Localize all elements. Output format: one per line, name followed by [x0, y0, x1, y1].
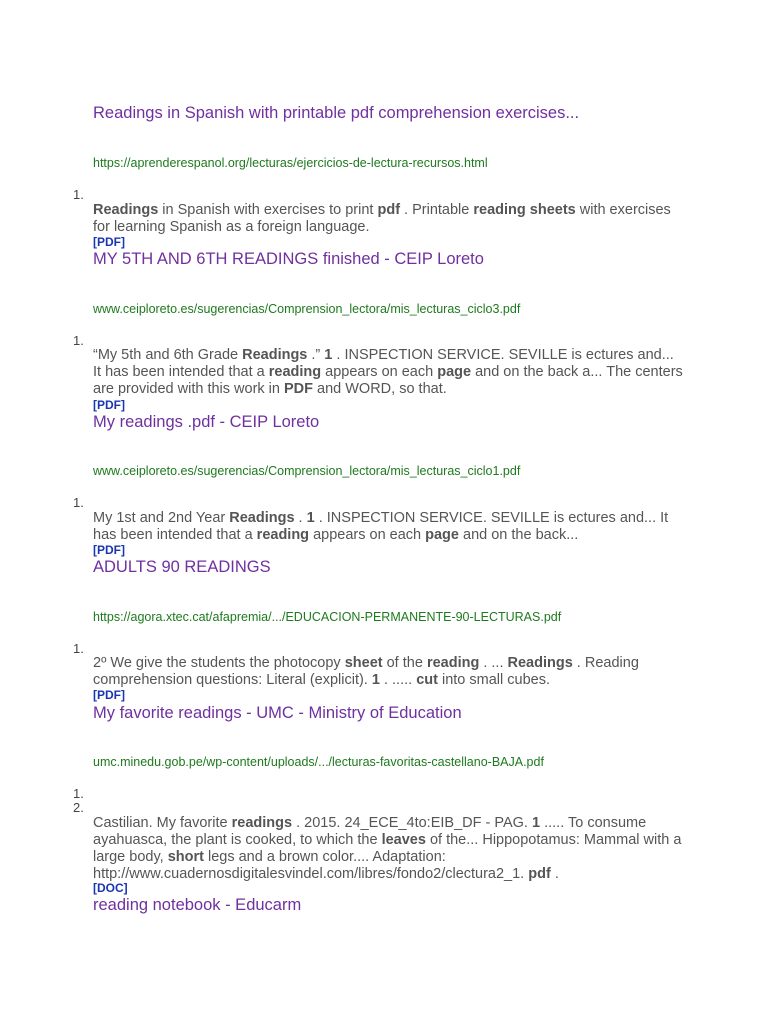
list-number: 1.	[73, 333, 84, 348]
snippet-text: into small cubes.	[437, 672, 550, 688]
result-url[interactable]: https://agora.xtec.cat/afapremia/.../EDUCACION-PERMANENTE-90-LECTURAS.pdf	[93, 610, 562, 624]
snippet-text: and on the back a... The centers are provided with this work in	[93, 364, 683, 397]
highlight-term: Readings	[242, 347, 308, 363]
highlight-term: 1	[306, 510, 315, 526]
highlight-term: Readings	[507, 655, 573, 671]
file-type-tag: [PDF]	[93, 398, 125, 412]
snippet-text: with exercises for learning Spanish as a foreign language.	[93, 202, 671, 235]
list-number: 2.	[73, 800, 84, 815]
highlight-term: leaves	[381, 832, 426, 848]
highlight-term: 1	[531, 815, 541, 831]
result-snippet	[93, 655, 683, 689]
highlight-term: reading sheets	[473, 202, 576, 218]
highlight-term: readings	[231, 815, 293, 831]
result-snippet	[93, 510, 683, 544]
snippet-text: of the... Hippopotamus: Mammal with a large body,	[93, 832, 682, 865]
snippet-text: 2º We give the students the photocopy	[93, 655, 345, 671]
snippet-text: . 2015. 24_ECE_4to:EIB_DF - PAG.	[292, 815, 532, 831]
highlight-term: short	[167, 849, 204, 865]
snippet-text: .	[294, 510, 307, 526]
snippet-text: . Printable	[400, 202, 474, 218]
snippet-text: . INSPECTION SERVICE. SEVILLE is ectures and... It has been intended that a	[93, 347, 674, 380]
highlight-term: pdf	[528, 866, 551, 882]
list-number: 1.	[73, 641, 84, 656]
highlight-term: PDF	[284, 381, 313, 397]
highlight-term: page	[425, 527, 459, 543]
result-title[interactable]: MY 5TH AND 6TH READINGS finished - CEIP Loreto	[93, 250, 484, 268]
snippet-text: appears on each	[321, 364, 438, 380]
highlight-term: sheet	[344, 655, 383, 671]
snippet-text: appears on each	[309, 527, 426, 543]
highlight-term: reading	[268, 364, 322, 380]
highlight-term: cut	[416, 672, 438, 688]
result-snippet	[93, 202, 683, 236]
highlight-term: reading	[256, 527, 310, 543]
file-type-tag: [DOC]	[93, 881, 128, 895]
file-type-tag: [PDF]	[93, 543, 125, 557]
result-url[interactable]: umc.minedu.gob.pe/wp-content/uploads/.../lecturas-favoritas-castellano-BAJA.pdf	[93, 755, 544, 769]
result-title[interactable]: My favorite readings - UMC - Ministry of Education	[93, 704, 462, 722]
snippet-text: Castilian. My favorite	[93, 815, 232, 831]
snippet-text: . Reading comprehension questions: Literal (explicit).	[93, 655, 639, 688]
snippet-text: and on the back...	[458, 527, 579, 543]
snippet-text: in Spanish with exercises to print	[158, 202, 378, 218]
file-type-tag: [PDF]	[93, 235, 125, 249]
list-number: 1.	[73, 495, 84, 510]
file-type-tag: [PDF]	[93, 688, 125, 702]
result-url[interactable]: https://aprenderespanol.org/lecturas/ejercicios-de-lectura-recursos.html	[93, 156, 488, 170]
result-snippet	[93, 815, 683, 883]
snippet-text: .”	[307, 347, 325, 363]
result-title[interactable]: Readings in Spanish with printable pdf comprehension exercises...	[93, 104, 580, 122]
snippet-text: . INSPECTION SERVICE. SEVILLE is ectures and... It has been intended that a	[93, 510, 669, 543]
highlight-term: pdf	[377, 202, 401, 218]
snippet-text: . ...	[479, 655, 508, 671]
highlight-term: reading	[426, 655, 480, 671]
result-url[interactable]: www.ceiploreto.es/sugerencias/Comprension_lectora/mis_lecturas_ciclo3.pdf	[93, 302, 521, 316]
snippet-text: legs and a brown color.... Adaptation: http://www.cuadernosdigitalesvindel.com/libres/fondo2/clectura2_1.	[93, 849, 529, 882]
snippet-text: .	[550, 866, 559, 882]
list-number: 1.	[73, 187, 84, 202]
result-title[interactable]: My readings .pdf - CEIP Loreto	[93, 413, 320, 431]
result-url[interactable]: www.ceiploreto.es/sugerencias/Comprension_lectora/mis_lecturas_ciclo1.pdf	[93, 464, 521, 478]
snippet-text: of the	[382, 655, 427, 671]
highlight-term: 1	[324, 347, 333, 363]
highlight-term: Readings	[93, 202, 159, 218]
snippet-text: “My 5th and 6th Grade	[93, 347, 243, 363]
snippet-text: . .....	[379, 672, 417, 688]
result-title[interactable]: reading notebook - Educarm	[93, 896, 302, 914]
list-number: 1.	[73, 786, 84, 801]
highlight-term: 1	[371, 672, 380, 688]
snippet-text: My 1st and 2nd Year	[93, 510, 230, 526]
result-title[interactable]: ADULTS 90 READINGS	[93, 558, 271, 576]
highlight-term: Readings	[229, 510, 295, 526]
snippet-text: and WORD, so that.	[313, 381, 447, 397]
result-snippet	[93, 347, 683, 398]
highlight-term: page	[437, 364, 472, 380]
snippet-text: ..... To consume ayahuasca, the plant is cooked, to which the	[93, 815, 647, 848]
